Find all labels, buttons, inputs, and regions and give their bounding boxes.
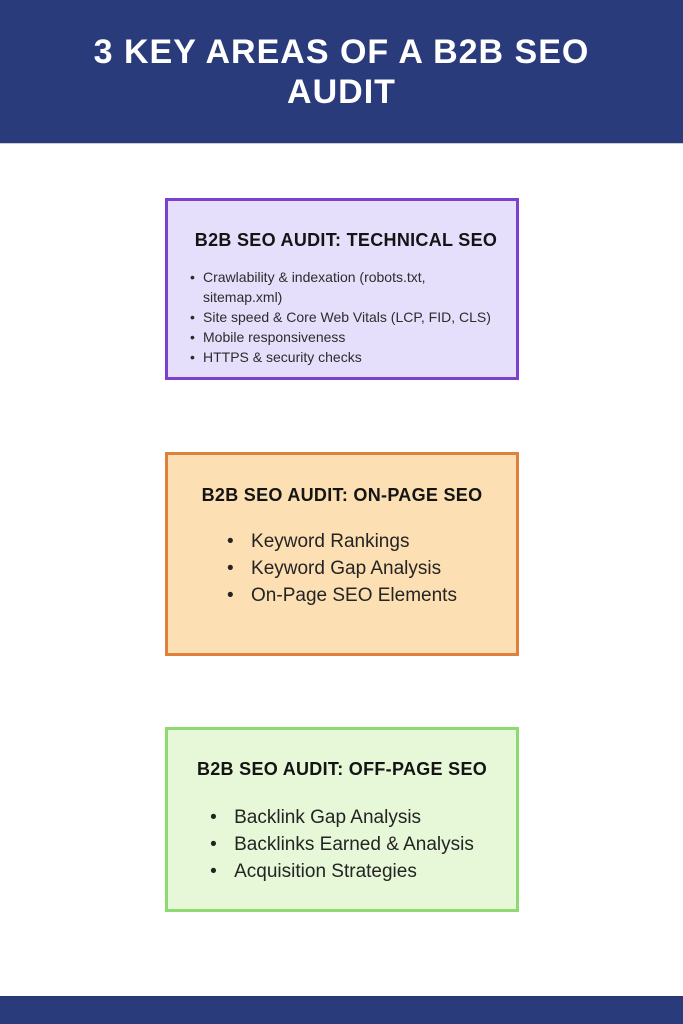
- card-offpage-title: B2B SEO AUDIT: OFF-PAGE SEO: [196, 759, 488, 779]
- card-technical-list: [190, 267, 502, 367]
- list-item: • Crawlability & indexation (robots.txt, sitemap.xml): [190, 267, 502, 307]
- card-onpage-title: B2B SEO AUDIT: ON-PAGE SEO: [201, 485, 483, 505]
- page-title-line-2: AUDIT: [287, 72, 396, 111]
- card-technical-title: B2B SEO AUDIT: TECHNICAL SEO: [194, 230, 498, 250]
- card-offpage-seo: [165, 727, 519, 912]
- list-item: • Keyword Rankings: [227, 528, 457, 555]
- list-item: • Keyword Gap Analysis: [227, 555, 457, 582]
- footer-bar: [0, 996, 683, 1024]
- list-item: • Acquisition Strategies: [210, 858, 474, 885]
- card-onpage-seo: [165, 452, 519, 656]
- list-item: • Backlink Gap Analysis: [210, 804, 474, 831]
- page-title-line-1: 3 KEY AREAS OF A B2B SEO: [93, 32, 590, 71]
- list-item: • HTTPS & security checks: [190, 347, 502, 367]
- list-item: • On-Page SEO Elements: [227, 582, 457, 609]
- list-item: • Backlinks Earned & Analysis: [210, 831, 474, 858]
- header-banner: [0, 0, 683, 143]
- list-item: • Mobile responsiveness: [190, 327, 502, 347]
- card-offpage-list: [210, 804, 474, 885]
- card-onpage-list: [227, 528, 457, 609]
- list-item: • Site speed & Core Web Vitals (LCP, FID, CLS): [190, 307, 502, 327]
- card-technical-seo: [165, 198, 519, 380]
